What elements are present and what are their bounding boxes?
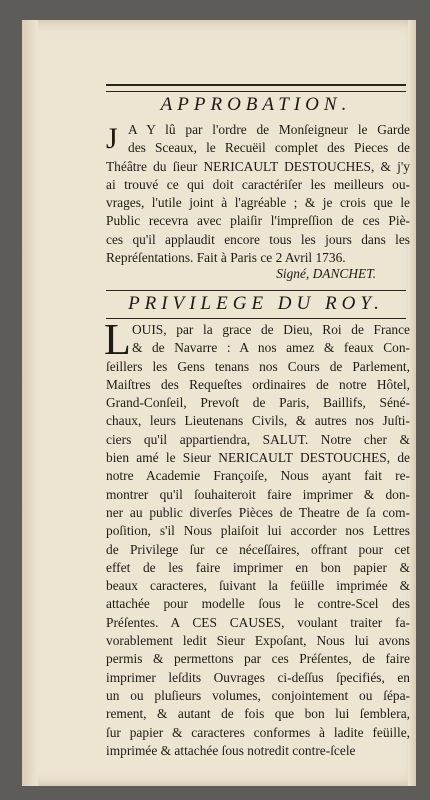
approbation-line: ces qu'il applaudit encore tous les jours dans les [106, 231, 410, 247]
approbation-line: des Sceaux, le Recuëil complet des Pieces de [128, 140, 410, 156]
top-rule [106, 84, 406, 92]
approbation-text [106, 121, 410, 267]
approbation-line: vrages, l'utile joint à l'agréable ; & je crois que le [106, 195, 410, 211]
privilege-text [106, 321, 410, 760]
privilege-line: effet de les faire imprimer en bon papier & [106, 559, 410, 575]
section-rule [106, 290, 406, 291]
privilege-line: imprimée & attachée ſous notredit contre-ſcele [106, 742, 356, 758]
privilege-dropcap: L [104, 315, 131, 364]
privilege-line: ſur papier & caracteres conformes à ladite feüille, [106, 724, 410, 740]
privilege-line: imprimer leſdits Ouvrages ci-deſſus ſpecifiés, en [106, 669, 410, 685]
privilege-line: Préſentes. A CES CAUSES, voulant traiter fa- [106, 614, 410, 630]
privilege-line: ner au public diverſes Pièces de Theatre de ſa com- [106, 504, 410, 520]
privilege-line: Maiſtres des Requeſtes ordinaires de notre Hôtel, [106, 376, 410, 392]
privilege-line: montrer qu'il ſouhaiteroit faire imprimer & don- [106, 486, 410, 502]
privilege-line: bien amé le Sieur NERICAULT DESTOUCHES, de [106, 450, 410, 466]
privilege-line: & de Navarre : A nos amez & feaux Con- [132, 340, 410, 356]
privilege-line: chaux, leurs Lieutenans Civils, & autres nos Juſti- [106, 413, 410, 429]
approbation-signature: Signé, DANCHET. [276, 266, 376, 281]
privilege-line: de Privilege ſur ce néceſſaires, offrant pour cet [106, 541, 410, 557]
approbation-line: ai trouvé ce qui doit caractériſer les meilleurs ou- [106, 176, 410, 192]
approbation-line: Public recevra avec plaiſir l'impreſſion de ces Piè- [106, 213, 410, 229]
privilege-line: poſition, s'il Nous plaiſoit lui accorder nos Lettres [106, 523, 410, 539]
privilege-heading: PRIVILEGE DU ROY. [128, 293, 384, 314]
approbation-dropcap: J [106, 122, 118, 155]
book-page [22, 20, 416, 786]
privilege-line: un ou pluſieurs volumes, conjointement ou ſépa- [106, 687, 410, 703]
privilege-line: ſeillers les Gens tenans nos Cours de Parlement, [106, 358, 410, 374]
approbation-line: A Y lû par l'ordre de Monſeigneur le Garde [128, 122, 410, 137]
privilege-line: Grand-Conſeil, Prevoſt de Paris, Baillifs, Séné- [106, 395, 410, 411]
privilege-line: vorablement ledit Sieur Expoſant, Nous lui avons [106, 633, 410, 649]
privilege-line: notre Academie Françoiſe, Nous ayant fait re- [106, 468, 410, 484]
page-gutter-shadow [22, 20, 38, 786]
approbation-heading: APPROBATION. [160, 94, 352, 115]
privilege-line: attachée pour modelle ſous le contre-Scel des [106, 596, 410, 612]
approbation-line: Théâtre du ſieur NERICAULT DESTOUCHES, & j'y [106, 158, 410, 174]
privilege-line: permis & permettons par ces Préſentes, de faire [106, 651, 410, 667]
privilege-line: rement, & autant de fois que bon lui ſemblera, [106, 706, 410, 722]
approbation-line: Repréſentations. Fait à Paris ce 2 Avril 1736. [106, 250, 346, 266]
privilege-line: OUIS, par la grace de Dieu, Roi de France [132, 322, 410, 337]
privilege-line: ciers qu'il appartiendra, SALUT. Notre cher & [106, 431, 410, 447]
heading-underline [106, 318, 406, 319]
privilege-line: beaux caracteres, ſuivant la feüille imprimée & [106, 578, 410, 594]
